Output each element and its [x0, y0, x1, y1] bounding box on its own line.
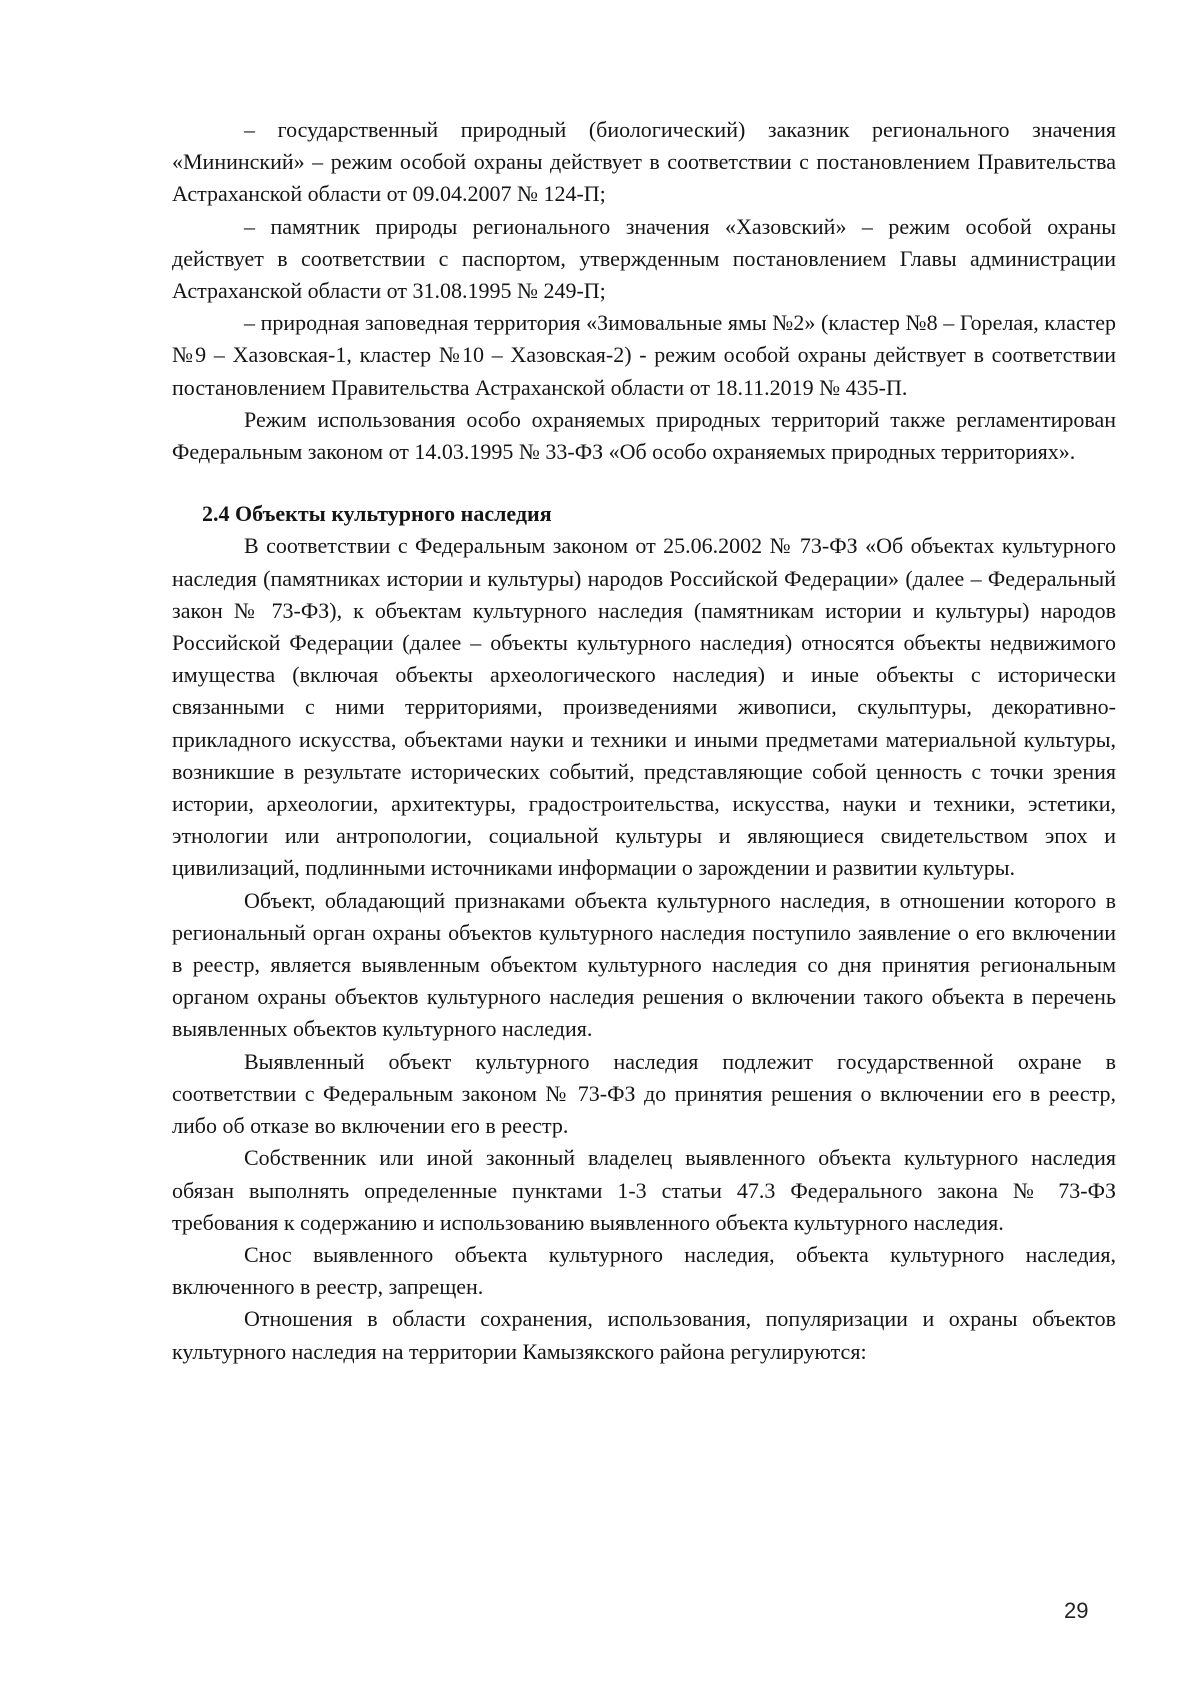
paragraph-gos-ohrana: Выявленный объект культурного наследия подлежит государственной охране в соответствии с Федеральным законом № 73-ФЗ до принятия решения о включении его в реестр, либо об отказе во включении его в реестр. — [172, 1048, 1116, 1139]
page-number: 29 — [1064, 1598, 1089, 1623]
paragraph-vyyavlenny-obekt: Объект, обладающий признаками объекта культурного наследия, в отношении которого в региональный орган охраны объектов культурного наследия поступило заявление о его включении в реестр, является выявленным объектом культурного наследия со дня принятия региональным органом охраны объектов культурного наследия решения о включении такого объекта в перечень выявленных объектов культурного наследия. — [172, 887, 1116, 1042]
paragraph-sobstvennik: Собственник или иной законный владелец выявленного объекта культурного наследия обязан выполнять определенные пунктами 1-3 статьи 47.3 Федерального закона № 73-ФЗ требования к содержанию и использованию выявленного объекта культурного наследия. — [172, 1145, 1116, 1235]
paragraph-okn-definition: В соответствии с Федеральным законом от 25.06.2002 № 73-ФЗ «Об объектах культурного наследия (памятниках истории и культуры) народов Российской Федерации» (далее – Федеральный закон № 73-ФЗ), к объектам культурного наследия (памятникам истории и культуры) народов Российской Федерации (далее – объекты культурного наследия) относятся объекты недвижимого имущества (включая объекты археологического наследия) и иные объекты с исторически связанными с ними территориями, произведениями живописи, скульптуры, декоративно-прикладного искусства, объектами науки и техники и иными предметами материальной культуры, возникшие в результате исторических событий, представляющие собой ценность с точки зрения истории, археологии, архитектуры, градостроительства, искусства, науки и техники, эстетики, этнологии или антропологии, социальной культуры и являющиеся свидетельством эпох и цивилизаций, подлинными источниками информации о зарождении и развитии культуры. — [172, 533, 1116, 881]
paragraph-otnosheniya: Отношения в области сохранения, использования, популяризации и охраны объектов культурного наследия на территории Камызякского района регулируются: — [172, 1306, 1116, 1364]
paragraph-snos-zapreschen: Снос выявленного объекта культурного наследия, объекта культурного наследия, включенного в реестр, запрещен. — [172, 1241, 1116, 1300]
paragraph-pamyatnik-hazovsky: – памятник природы регионального значения «Хазовский» – режим особой охраны действует в соответствии с паспортом, утвержденным постановлением Главы администрации Астраханской области от 31.08.1995 № 249-П; — [172, 213, 1116, 304]
paragraph-zakaznik-mininsky: – государственный природный (биологический) заказник регионального значения «Мининский» – режим особой охраны действует в соответствии с постановлением Правительства Астраханской области от 09.04.2007 № 124-П; — [172, 117, 1116, 207]
paragraph-zimovalnye-yamy: – природная заповедная территория «Зимовальные ямы №2» (кластер №8 – Горелая, кластер №9 – Хазовская-1, кластер №10 – Хазовская-2) - режим особой охраны действует в соответствии постановлением Правительства Астраханской области от 18.11.2019 № 435-П. — [172, 310, 1116, 400]
section-heading: 2.4 Объекты культурного наследия — [202, 501, 552, 527]
page-body — [172, 114, 1116, 1368]
paragraph-regime-oopt: Режим использования особо охраняемых природных территорий также регламентирован Федеральным законом от 14.03.1995 № 33-ФЗ «Об особо охраняемых природных территориях». — [172, 406, 1116, 465]
